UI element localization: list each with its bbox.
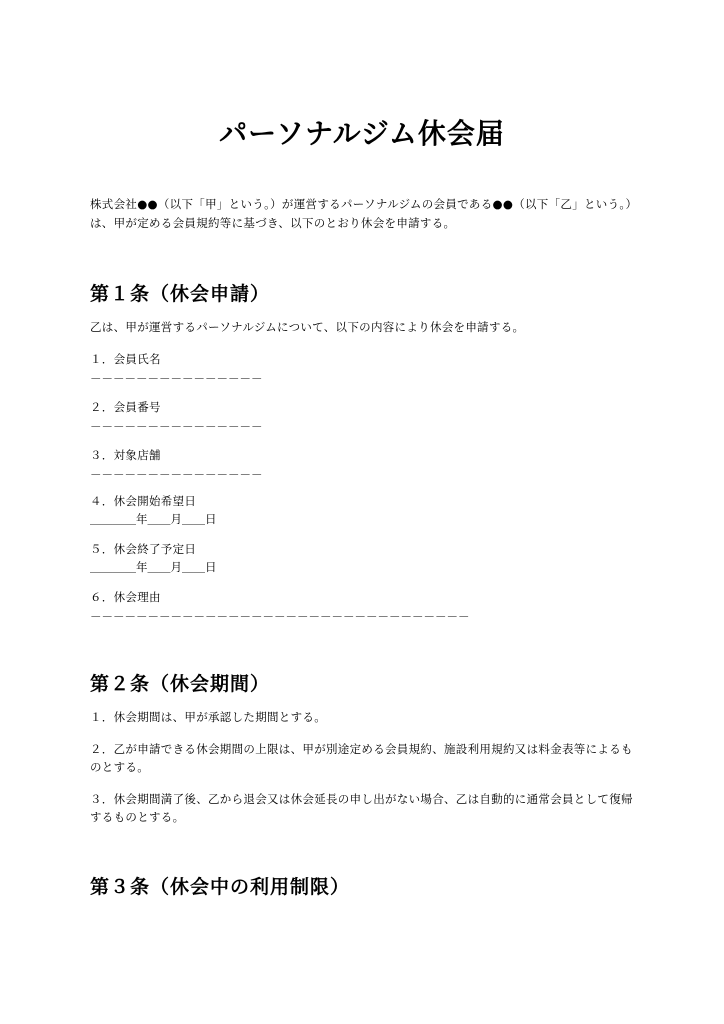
article-1-heading: 第１条（休会申請） — [90, 283, 271, 305]
article-2-item-3: ３．休会期間満了後、乙から退会又は休会延長の申し出がない場合、乙は自動的に通常会員として復帰するものとする。 — [90, 792, 633, 824]
article-2-item-1: １．休会期間は、甲が承認した期間とする。 — [90, 710, 326, 724]
article-1-lead: 乙は、甲が運営するパーソナルジムについて、以下の内容により休会を申請する。 — [90, 320, 525, 334]
field-blank-start-date: ＿＿＿＿年＿＿月＿＿日 — [90, 512, 217, 526]
field-label-member-number: ２．会員番号 — [90, 400, 161, 414]
article-2-heading: 第２条（休会期間） — [90, 673, 271, 695]
article-2-item-2: ２．乙が申請できる休会期間の上限は、甲が別途定める会員規約、施設利用規約又は料金表等によるものとする。 — [90, 742, 633, 774]
field-label-end-date: ５．休会終了予定日 — [90, 542, 197, 556]
intro-paragraph: 株式会社●●（以下「甲」という。）が運営するパーソナルジムの会員である●●（以下「乙」という。）は、甲が定める会員規約等に基づき、以下のとおり休会を申請する。 — [90, 197, 638, 230]
document-title: パーソナルジム休会届 — [219, 117, 505, 150]
field-label-start-date: ４．休会開始希望日 — [90, 494, 197, 508]
field-blank-member-number: －－－－－－－－－－－－－－－ — [90, 420, 263, 434]
field-label-store: ３．対象店舗 — [90, 448, 161, 462]
field-blank-reason: －－－－－－－－－－－－－－－－－－－－－－－－－－－－－－－－－ — [90, 610, 470, 624]
article-3-heading: 第３条（休会中の利用制限） — [90, 876, 351, 898]
field-label-member-name: １．会員氏名 — [90, 352, 161, 366]
field-blank-store: －－－－－－－－－－－－－－－ — [90, 468, 263, 482]
field-blank-end-date: ＿＿＿＿年＿＿月＿＿日 — [90, 560, 217, 574]
field-label-reason: ６．休会理由 — [90, 590, 161, 604]
field-blank-member-name: －－－－－－－－－－－－－－－ — [90, 372, 263, 386]
